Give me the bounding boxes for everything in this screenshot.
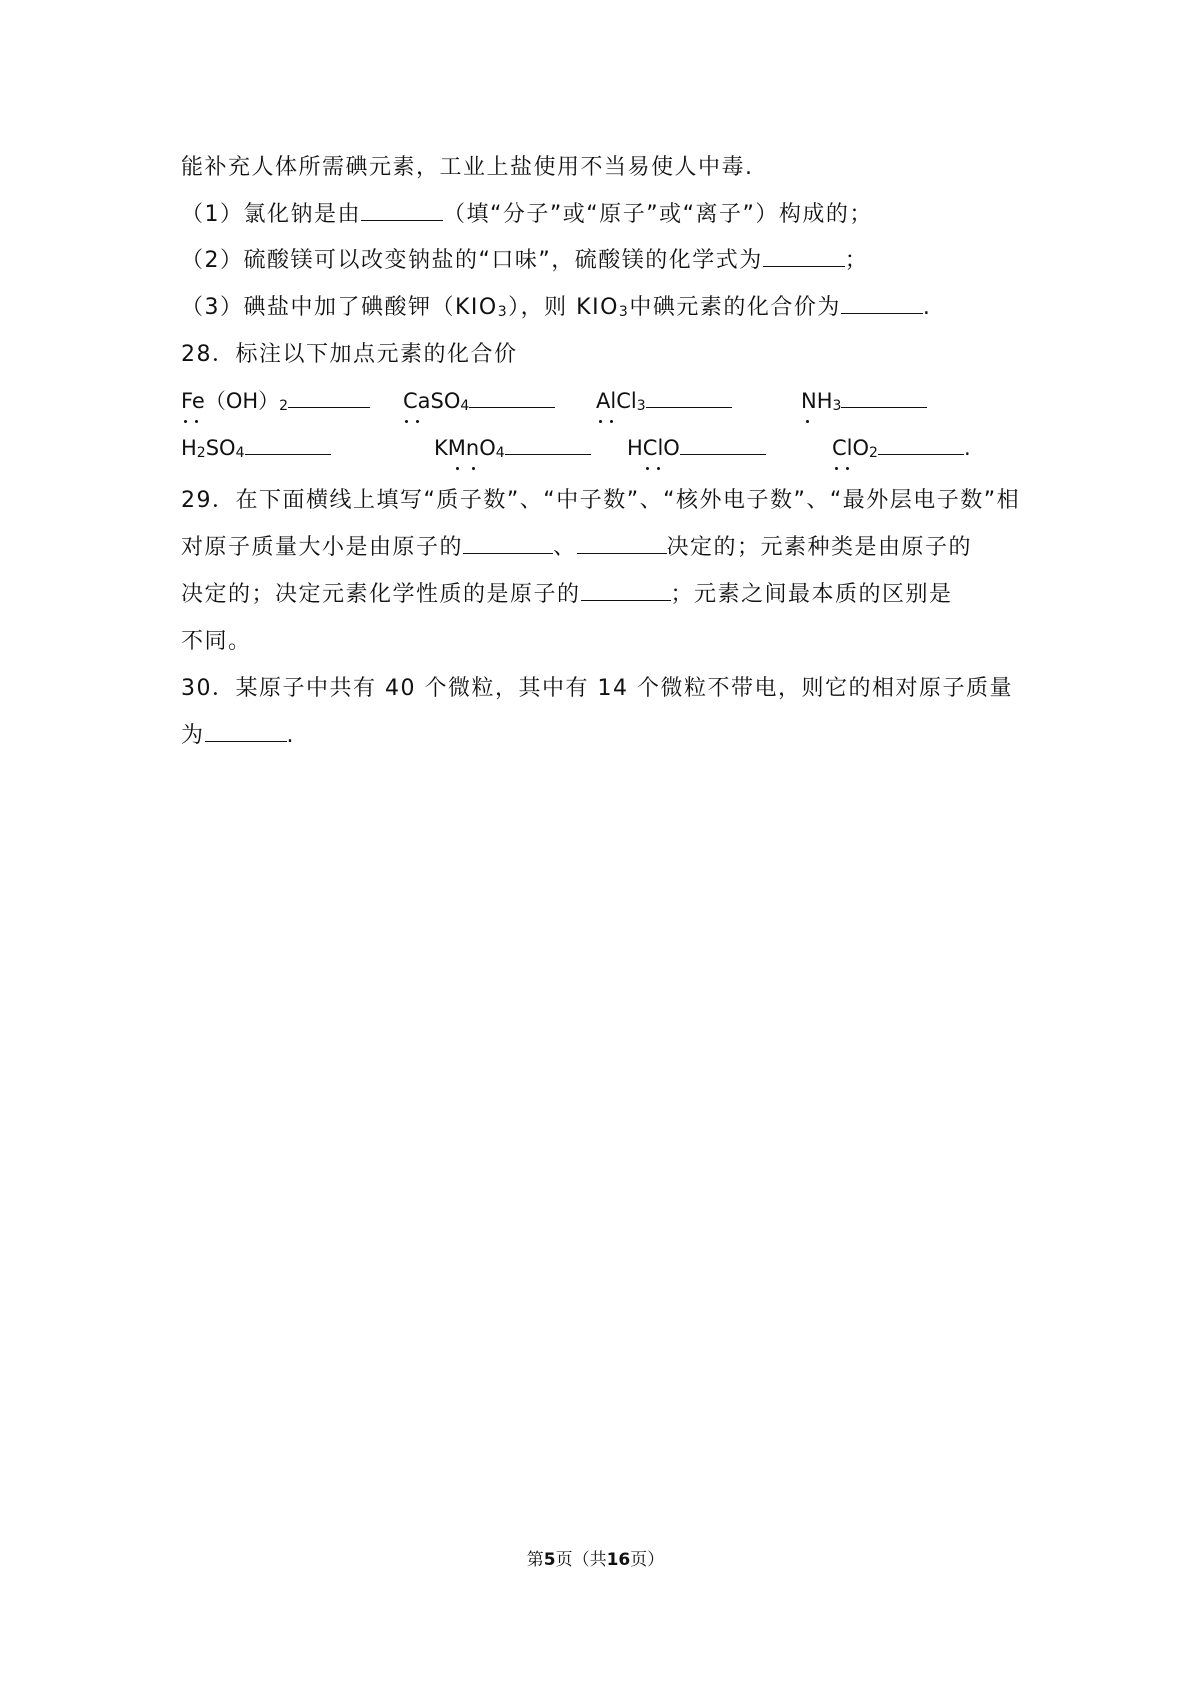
answer-blank bbox=[646, 387, 732, 408]
emphasis-dot bbox=[846, 467, 849, 470]
formula-clo2: ClO$_2$ . bbox=[832, 436, 971, 461]
emphasis-dot bbox=[610, 420, 613, 423]
answer-blank bbox=[878, 434, 964, 455]
question-28-title: 28．标注以下加点元素的化合价 bbox=[181, 342, 518, 367]
answer-blank bbox=[245, 434, 331, 455]
question-27-3: （3）碘盐中加了碘酸钾$(KIO_3)$，则 $KIO_3$中碘元素的化合价为 . bbox=[181, 295, 932, 320]
emphasis-dot bbox=[472, 467, 475, 470]
question-29-line-1: 29．在下面横线上填写“质子数”、“中子数”、“核外电子数”、“最外层电子数”相 bbox=[181, 488, 1021, 513]
answer-blank bbox=[763, 246, 845, 267]
answer-blank bbox=[581, 580, 671, 601]
answer-blank bbox=[841, 387, 927, 408]
text-line-1: 能补充人体所需碘元素，工业上盐使用不当易使人中毒. bbox=[181, 155, 754, 180]
answer-blank bbox=[205, 721, 287, 742]
answer-blank bbox=[288, 387, 370, 408]
emphasis-dot bbox=[456, 467, 459, 470]
answer-blank bbox=[463, 533, 553, 554]
formula-kmno4: KMnO$_4$ bbox=[434, 433, 591, 463]
question-29-line-2: 对原子质量大小是由原子的 、 决定的；元素种类是由原子的 bbox=[181, 535, 973, 560]
question-29-line-3: 决定的；决定元素化学性质的是原子的 ；元素之间最本质的区别是 bbox=[181, 582, 953, 607]
page-footer: 第5页（共16页） bbox=[526, 1550, 665, 1570]
answer-blank bbox=[469, 387, 555, 408]
emphasis-dot bbox=[835, 467, 838, 470]
answer-blank bbox=[361, 200, 443, 221]
question-30-line-2: 为 . bbox=[181, 723, 296, 748]
emphasis-dot bbox=[657, 467, 660, 470]
formula-caso4: CaSO$_4$ bbox=[403, 386, 555, 416]
emphasis-dot bbox=[405, 420, 408, 423]
emphasis-dot bbox=[195, 420, 198, 423]
emphasis-dot bbox=[416, 420, 419, 423]
question-27-1: （1）氯化钠是由 （填“分子”或“原子”或“离子”）构成的； bbox=[181, 202, 873, 227]
formula-h2so4: $H_2SO_4$ bbox=[181, 433, 331, 463]
question-29-line-4: 不同。 bbox=[181, 629, 252, 654]
answer-blank bbox=[577, 533, 667, 554]
formula-nh3: $NH_3$ bbox=[801, 386, 927, 416]
question-27-2: （2）硫酸镁可以改变钠盐的“口味”，硫酸镁的化学式为 ； bbox=[181, 248, 869, 273]
answer-blank bbox=[841, 293, 923, 314]
emphasis-dot bbox=[599, 420, 602, 423]
question-30-line-1: 30．某原子中共有 40 个微粒，其中有 14 个微粒不带电，则它的相对原子质量 bbox=[181, 676, 1013, 701]
emphasis-dot bbox=[646, 467, 649, 470]
emphasis-dot bbox=[184, 420, 187, 423]
formula-fe-oh-2: $Fe(OH)_2$ bbox=[181, 386, 370, 416]
emphasis-dot bbox=[806, 420, 809, 423]
formula-alcl3: AlCl$_3$ bbox=[596, 386, 732, 416]
answer-blank bbox=[680, 434, 766, 455]
answer-blank bbox=[505, 434, 591, 455]
formula-hclo: HClO bbox=[627, 433, 766, 463]
